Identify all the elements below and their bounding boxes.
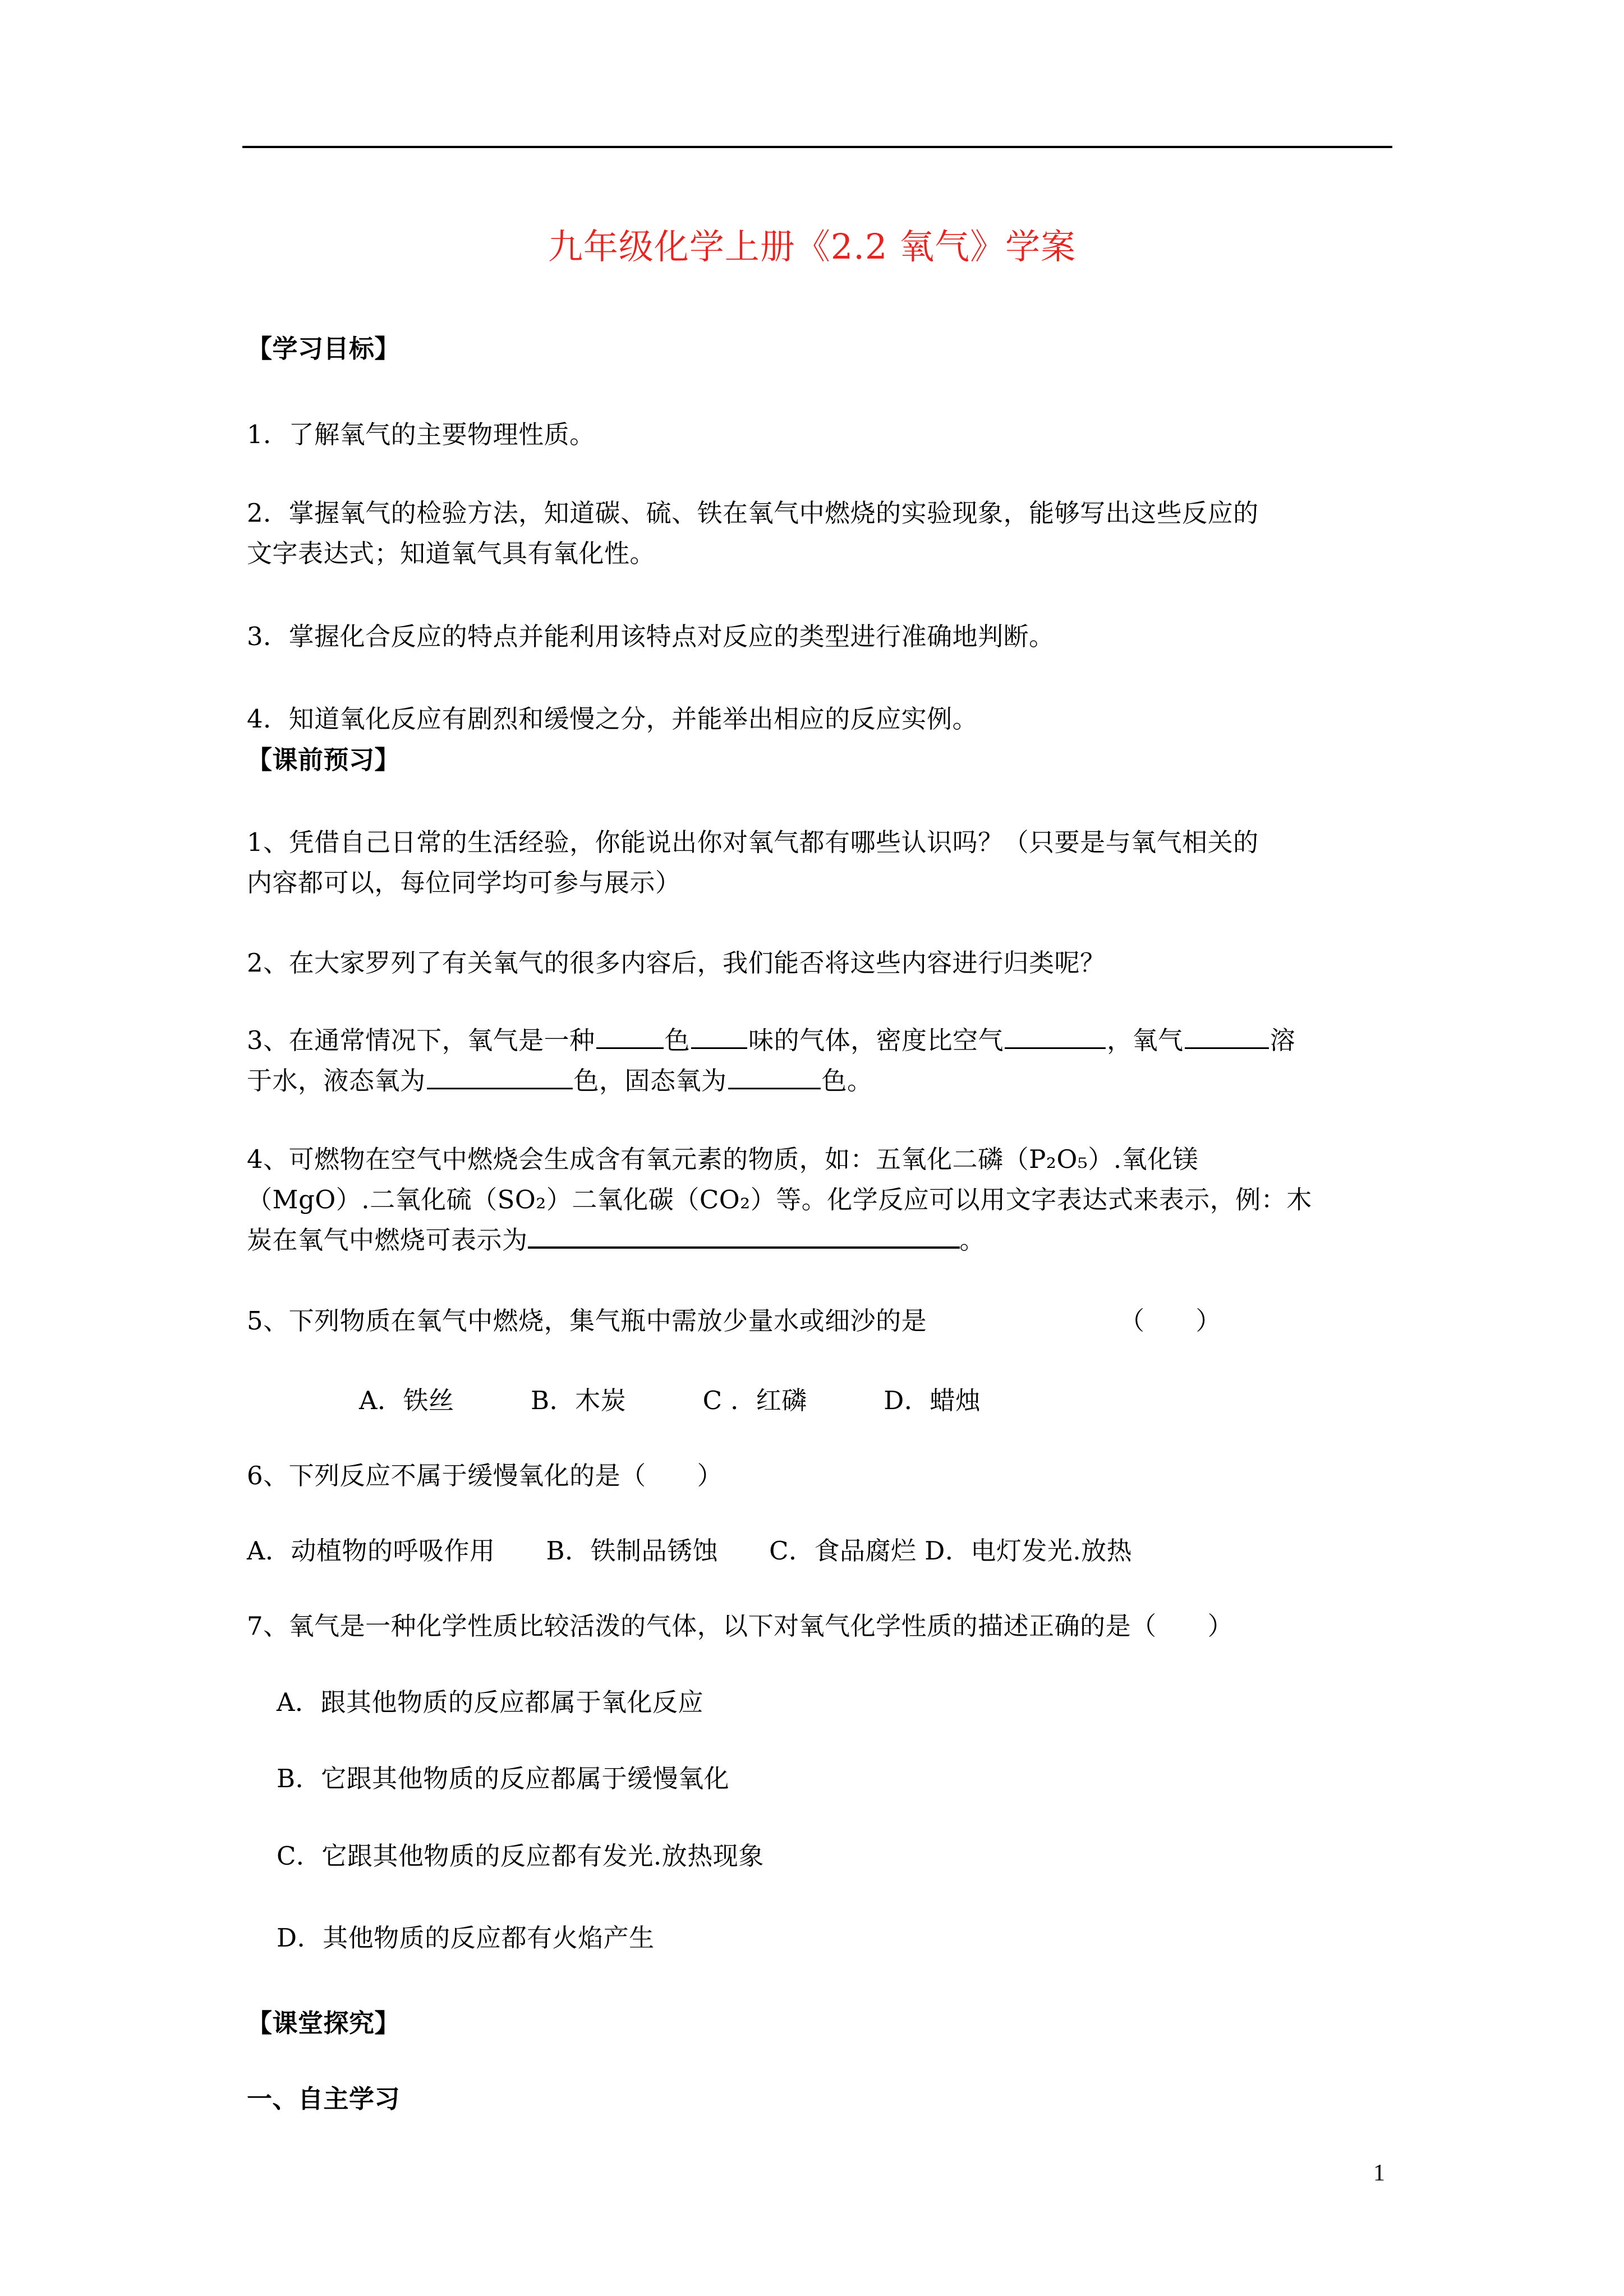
q5-text: 5、下列物质在氧气中燃烧，集气瓶中需放少量水或细沙的是 — [247, 1306, 927, 1336]
question-4-line-3 — [247, 1220, 985, 1256]
page-number: 1 — [1373, 2160, 1385, 2186]
q3-blank-solid[interactable] — [728, 1063, 821, 1089]
question-1-line-1: 1、凭借自己日常的生活经验，你能说出你对氧气都有哪些认识吗？（只要是与氧气相关的 — [247, 827, 1259, 857]
question-1-line-2: 内容都可以，每位同学均可参与展示） — [247, 868, 681, 898]
question-3-line-1 — [247, 1020, 1295, 1056]
preview-heading: 【课前预习】 — [247, 745, 401, 775]
q3-blank-color[interactable] — [596, 1023, 664, 1049]
q7-option: D．其他物质的反应都有火焰产生 — [277, 1923, 655, 1953]
objective-item: 4．知道氧化反应有剧烈和缓慢之分，并能举出相应的反应实例。 — [247, 704, 978, 734]
q3-text-c: 味的气体，密度比空气 — [748, 1025, 1004, 1055]
objective-item: 文字表达式；知道氧气具有氧化性。 — [247, 539, 656, 568]
question-4-line-1: 4、可燃物在空气中燃烧会生成含有氧元素的物质，如：五氧化二磷（P₂O₅）.氧化镁 — [247, 1144, 1199, 1174]
q3-blank-density[interactable] — [1005, 1023, 1106, 1049]
page-title: 九年级化学上册《2.2 氧气》学案 — [548, 226, 1076, 267]
q3-blank-smell[interactable] — [691, 1023, 747, 1049]
q3-text-b: 色 — [664, 1025, 691, 1055]
q3-text-g: 色，固态氧为 — [573, 1066, 727, 1096]
objective-item: 3．掌握化合反应的特点并能利用该特点对反应的类型进行准确地判断。 — [247, 622, 1055, 651]
objective-item: 2．掌握氧气的检验方法，知道碳、硫、铁在氧气中燃烧的实验现象，能够写出这些反应的 — [247, 498, 1259, 528]
q5-options: A．铁丝 B．木炭 C ．红磷 D．蜡烛 — [359, 1386, 981, 1415]
q4-end: 。 — [959, 1225, 986, 1255]
q4-text: 炭在氧气中燃烧可表示为 — [247, 1225, 528, 1255]
question-2: 2、在大家罗列了有关氧气的很多内容后，我们能否将这些内容进行归类呢？ — [247, 948, 1106, 978]
q6-options: A．动植物的呼吸作用 B．铁制品锈蚀 C．食品腐烂 D．电灯发光.放热 — [247, 1536, 1133, 1566]
q3-text-e: 溶 — [1269, 1025, 1296, 1055]
q7-option: B．它跟其他物质的反应都属于缓慢氧化 — [277, 1764, 730, 1793]
q3-text-a: 3、在通常情况下，氧气是一种 — [247, 1025, 595, 1055]
question-4-line-2: （MgO）.二氧化硫（SO₂）二氧化碳（CO₂）等。化学反应可以用文字表达式来表示，例：木 — [247, 1185, 1312, 1214]
q7-option: A．跟其他物质的反应都属于氧化反应 — [277, 1687, 703, 1717]
explore-subheading: 一、自主学习 — [247, 2084, 401, 2114]
q4-answer-blank[interactable] — [528, 1222, 960, 1249]
q5-answer-paren[interactable]: （ ） — [1119, 1306, 1222, 1336]
q3-text-h: 色。 — [821, 1066, 873, 1096]
explore-heading: 【课堂探究】 — [247, 2008, 401, 2038]
q3-text-f: 于水，液态氧为 — [247, 1066, 426, 1096]
question-6: 6、下列反应不属于缓慢氧化的是（ ） — [247, 1461, 723, 1490]
objective-item: 1．了解氧气的主要物理性质。 — [247, 420, 595, 449]
q3-blank-liquid[interactable] — [427, 1063, 573, 1089]
q3-text-d: ，氧气 — [1107, 1025, 1184, 1055]
q7-option: C．它跟其他物质的反应都有发光.放热现象 — [277, 1841, 764, 1871]
header-rule — [242, 146, 1392, 148]
q3-blank-solubility[interactable] — [1185, 1023, 1269, 1049]
question-3-line-2 — [247, 1060, 873, 1097]
objectives-heading: 【学习目标】 — [247, 334, 401, 364]
question-7: 7、氧气是一种化学性质比较活泼的气体，以下对氧气化学性质的描述正确的是（ ） — [247, 1611, 1234, 1641]
question-5 — [247, 1300, 927, 1337]
